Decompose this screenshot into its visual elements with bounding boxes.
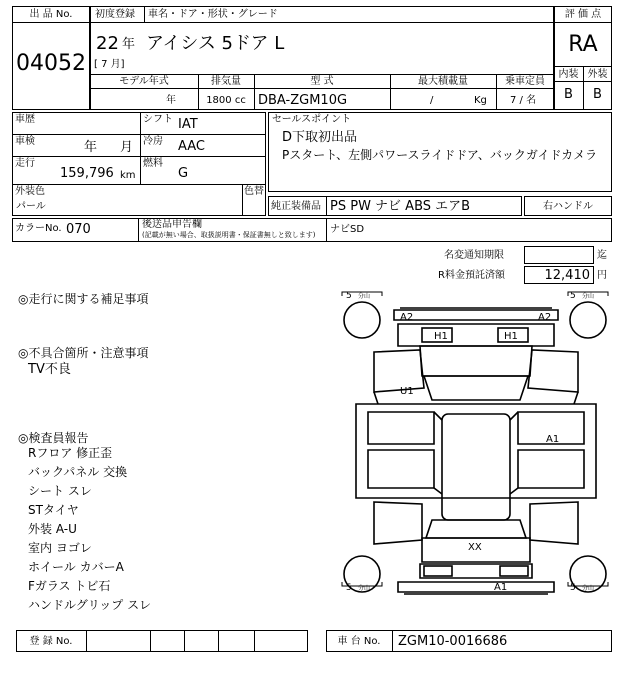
mark-front-right-light: H1 (504, 331, 518, 342)
inspector-item: ハンドルグリップ スレ (28, 598, 152, 612)
transfer-deadline-suffix: 迄 (597, 250, 607, 261)
exterior-grade-label: 外装 (587, 69, 608, 80)
year-unit: 年 (122, 37, 136, 52)
chassis-label: 車 台 No. (337, 636, 381, 647)
damage-diagram (338, 288, 614, 608)
mileage-label: 走行 (15, 158, 35, 169)
color-no: 070 (66, 222, 91, 237)
displacement-label: 排気量 (211, 76, 241, 87)
color-change-label: 色替 (244, 186, 264, 197)
front-left-tire-label: 5 (346, 291, 352, 301)
standard-equipment: PS PW ナビ ABS エアB (330, 199, 471, 214)
rear-right-tire-suffix: 分山 (582, 585, 595, 592)
inspection-year: 年 (84, 140, 98, 155)
sales-point-label: セールスポイント (272, 114, 352, 125)
transfer-deadline-label: 名変通知期限 (444, 250, 504, 261)
inspector-item: ホイール カバーA (28, 560, 124, 574)
registration-label: 登 録 No. (29, 636, 73, 647)
max-load-label: 最大積載量 (418, 76, 468, 87)
first-registration-label: 初度登録 (95, 9, 135, 20)
first-registration-month: [ 7 月] (94, 59, 125, 70)
model-year-label: モデル年式 (119, 76, 169, 87)
rear-right-tire-label: 5 (570, 583, 576, 593)
steering: 右ハンドル (543, 201, 593, 212)
front-right-tire-icon (570, 302, 606, 338)
rear-right-taillight (500, 566, 528, 576)
capacity-label: 乗車定員 (505, 76, 545, 87)
color-no-label: カラーNo. (15, 223, 62, 234)
inspector-item: シート スレ (28, 484, 92, 498)
air-conditioner: AAC (178, 139, 205, 154)
recycle-amount: 12,410 (544, 268, 590, 283)
sales-point-1: D下取初出品 (282, 130, 358, 145)
first-registration-year: 22 (96, 33, 119, 54)
transfer-deadline-box (524, 246, 594, 264)
mark-rear-floor: XX (468, 542, 482, 553)
mark-front-right-bumper: A2 (538, 312, 552, 323)
defects-label: ◎不具合箇所・注意事項 (18, 346, 149, 360)
fuel-label: 燃料 (143, 158, 163, 169)
model-year-unit: 年 (166, 95, 176, 106)
capacity: 7 / 名 (510, 95, 537, 106)
mark-left-fender: U1 (400, 386, 414, 397)
car-name-label: 車名・ドア・形状・グレード (148, 9, 278, 20)
docs-note: (記載が無い場合、取扱説明書・保証書無しと致します) (142, 231, 316, 239)
max-load-unit: Kg (474, 95, 487, 106)
history-label: 車歴 (15, 114, 35, 125)
mark-front-left-light: H1 (434, 331, 448, 342)
interior-grade-label: 内装 (558, 69, 579, 80)
front-right-tire-label: 5 (570, 291, 576, 301)
front-bumper (394, 310, 558, 320)
max-load-value: / (430, 95, 434, 106)
car-name: アイシス 5ドア L (146, 33, 285, 54)
ac-label: 冷房 (143, 136, 163, 147)
inspection-month: 月 (120, 140, 134, 155)
recycle-label: R料金預託済額 (438, 270, 505, 281)
mark-right-side: A1 (546, 434, 560, 445)
front-right-tire-suffix: 分山 (582, 293, 595, 300)
model-type: DBA-ZGM10G (258, 93, 348, 108)
mark-rear-bumper: A1 (494, 582, 508, 593)
docs-label: 後送品申告欄 (142, 219, 202, 230)
defects: TV不良 (28, 362, 71, 377)
details-table (12, 112, 266, 216)
mileage-unit: km (120, 170, 136, 181)
interior-grade: B (564, 87, 573, 102)
inspector-item: Rフロア 修正歪 (28, 446, 113, 460)
recycle-unit: 円 (597, 270, 607, 281)
inspector-item: 外装 A-U (28, 522, 77, 536)
fuel: G (178, 166, 189, 181)
inspection-label: 車検 (15, 136, 35, 147)
inspector-item: STタイヤ (28, 503, 79, 517)
body-outline (356, 404, 596, 498)
lot-number-label: 出 品 No. (29, 9, 73, 20)
rear-left-tire-label: 5 (346, 583, 352, 593)
exterior-color: パール (16, 201, 46, 212)
shift: IAT (178, 117, 198, 132)
lot-number: 04052 (16, 51, 86, 76)
driving-notes-label: ◎走行に関する補足事項 (18, 292, 149, 306)
rear-left-tire-suffix: 分山 (358, 585, 371, 592)
inspector-item: バックパネル 交換 (28, 465, 128, 479)
front-left-tire-suffix: 分山 (358, 293, 371, 300)
rear-left-taillight (424, 566, 452, 576)
grade: RA (568, 32, 598, 57)
exterior-color-label: 外装色 (15, 186, 45, 197)
rear-bumper (398, 582, 554, 592)
shift-label: シフト (143, 114, 173, 125)
inspector-item: Fガラス トビ石 (28, 579, 111, 593)
mileage: 159,796 (60, 166, 114, 181)
grade-label: 評 価 点 (564, 9, 602, 20)
model-type-label: 型 式 (310, 76, 334, 87)
sales-point-2: Pスタート、左側パワースライドドア、バックガイドカメラ (282, 148, 598, 162)
exterior-grade: B (593, 87, 602, 102)
front-left-tire-icon (344, 302, 380, 338)
chassis-number: ZGM10-0016686 (398, 634, 508, 649)
inspector-report-label: ◎検査員報告 (18, 431, 89, 445)
mark-front-left-bumper: A2 (400, 312, 414, 323)
inspector-item: 室内 ヨゴレ (28, 541, 92, 555)
roof (442, 414, 510, 520)
displacement: 1800 cc (206, 95, 246, 106)
standard-equipment-label: 純正装備品 (271, 201, 321, 212)
docs: ナビSD (330, 224, 365, 235)
